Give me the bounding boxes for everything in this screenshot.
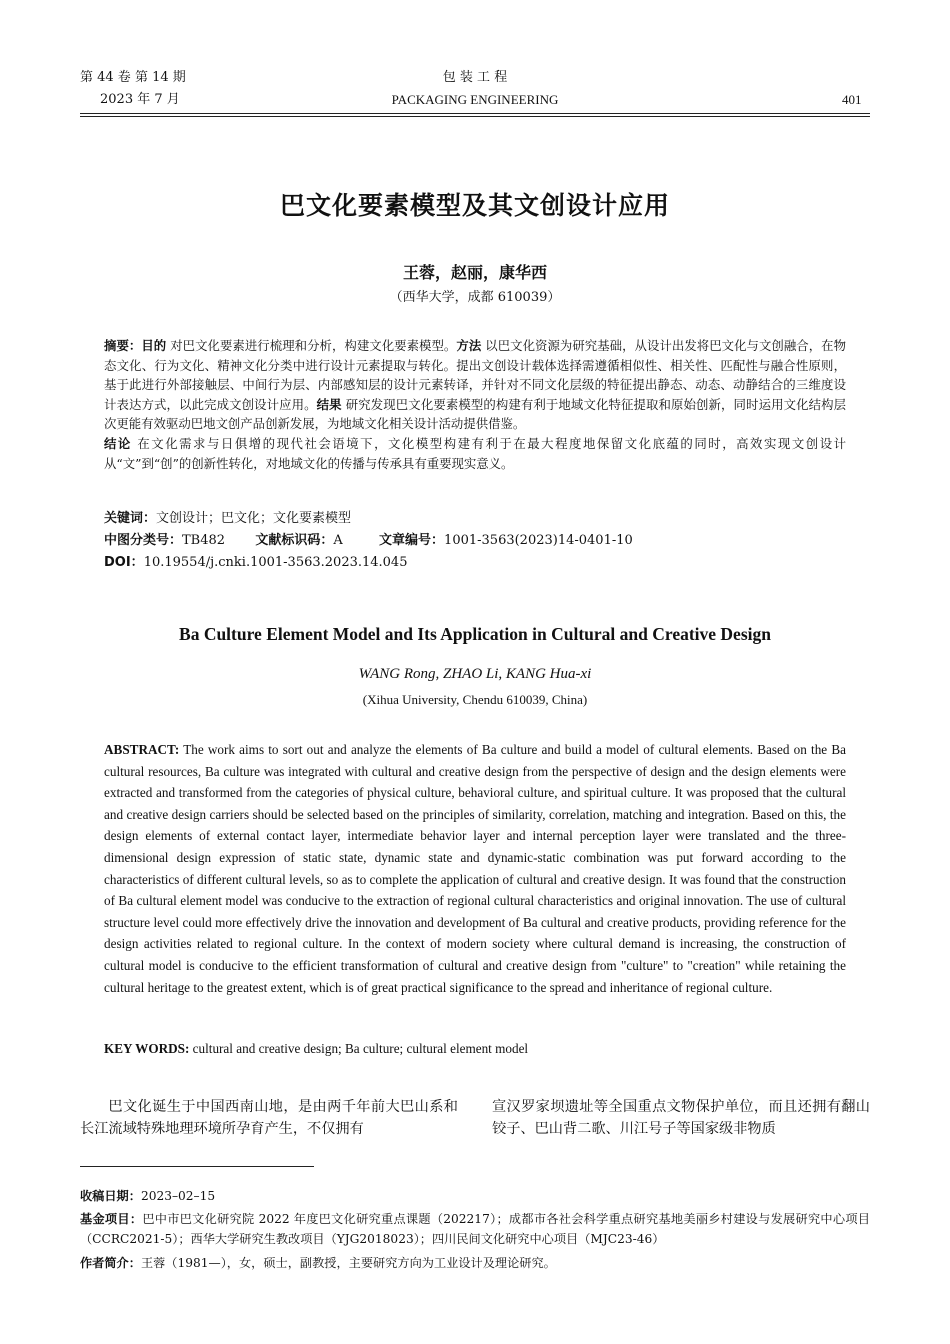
doc-code-value: A: [333, 533, 343, 548]
fund-label: 基金项目：: [80, 1212, 143, 1226]
header-journal-en: PACKAGING ENGINEERING: [391, 92, 559, 107]
footnote-fund: [80, 1209, 870, 1249]
body-column-right: 宣汉罗家坝遗址等全国重点文物保护单位，而且还拥有翻山铰子、巴山背二歌、川江号子等国家级非物质: [492, 1099, 870, 1137]
author-bio-label: 作者简介：: [80, 1256, 141, 1270]
purpose-text: 对巴文化要素进行梳理和分析，构建文化要素模型。: [170, 338, 457, 353]
title-en: Ba Culture Element Model and Its Application in Cultural and Creative Design: [179, 624, 771, 644]
affiliation-en: (Xihua University, Chendu 610039, China): [362, 692, 588, 707]
header-rule-2: [80, 116, 870, 117]
author-bio-value: 王蓉（1981—），女，硕士，副教授，主要研究方向为工业设计及理论研究。: [140, 1256, 556, 1270]
abstract-en-label: ABSTRACT:: [104, 742, 180, 757]
affiliation-cn: （西华大学，成都 610039）: [389, 290, 561, 305]
article-no-label: 文章编号：: [379, 533, 445, 548]
conclusion-text: 在文化需求与日俱增的现代社会语境下，文化模型构建有利于在最大程度地保留文化底蕴的同时，高效实现文创设计从“文”到“创”的创新性转化，对地域文化的传播与传承具有重要现实意义。: [104, 435, 847, 471]
footnote-rule: [80, 1166, 314, 1167]
abstract-cn-label: 摘要：: [104, 338, 142, 353]
clc-label: 中图分类号：: [104, 533, 183, 548]
doi-label: DOI：: [104, 555, 144, 570]
result-label: 结果: [316, 396, 342, 412]
abstract-cn: [104, 336, 846, 473]
fund-value: 巴中市巴文化研究院 2022 年度巴文化研究重点课题（202217）；成都市各社会科学重点研究基地美丽乡村建设与发展研究中心项目（CCRC2021-5）；西华大学研究生教改项目（YJG2018023）；四川民间文化研究中心项目（MJC23-46）: [80, 1212, 870, 1246]
header-journal-cn: 包 装 工 程: [442, 70, 508, 85]
body-column-left: 巴文化诞生于中国西南山地，是由两千年前大巴山系和长江流域特殊地理环境所孕育产生，不仅拥有: [80, 1099, 458, 1137]
article-no-value: 1001-3563(2023)14-0401-10: [444, 533, 633, 548]
keywords-cn-text: 文创设计；巴文化；文化要素模型: [156, 511, 352, 526]
doc-code-label: 文献标识码：: [255, 533, 334, 548]
abstract-en: [104, 739, 846, 998]
clc-value: TB482: [182, 533, 226, 548]
keywords-en-text: cultural and creative design; Ba culture; cultural element model: [192, 1041, 529, 1056]
footnote-received: [80, 1186, 870, 1206]
received-value: 2023–02–15: [140, 1189, 216, 1203]
page-title: 巴文化要素模型及其文创设计应用: [279, 191, 670, 220]
footnote-author: [80, 1253, 870, 1273]
conclusion-label: 结论: [104, 435, 132, 451]
doi-line: [104, 554, 407, 572]
header-date: 2023 年 7 月: [100, 92, 180, 107]
header-volume-issue: 第 44 卷 第 14 期: [80, 70, 186, 85]
received-label: 收稿日期：: [80, 1189, 141, 1203]
result-text: 研究发现巴文化要素模型的构建有利于地域文化特征提取和原始创新，同时运用文化结构层次更能有效驱动巴地文创产品创新发展，为地域文化相关设计活动提供借鉴。: [104, 396, 847, 432]
method-label: 方法: [456, 338, 482, 353]
keywords-en: [104, 1040, 846, 1058]
keywords-cn: [104, 510, 351, 528]
authors-en: WANG Rong, ZHAO Li, KANG Hua-xi: [358, 666, 592, 682]
doi-value[interactable]: 10.19554/j.cnki.1001-3563.2023.14.045: [143, 555, 408, 570]
classification-line: [104, 532, 633, 550]
keywords-en-label: KEY WORDS:: [104, 1041, 190, 1056]
method-text: 以巴文化资源为研究基础，从设计出发将巴文化与文创融合，在物态文化、行为文化、精神文化分类中进行设计元素提取与转化。提出文创设计载体选择需遵循相似性、相关性、匹配性与融合性原则，基于此进行外部接触层、中间行为层、内部感知层的设计元素转译，并针对不同文化层级的特征提出静态、动态、动静结合的三维度设计表达方式，以此完成文创设计应用。: [104, 338, 847, 412]
header-rule: [80, 113, 870, 114]
authors-cn: 王蓉，赵丽，康华西: [402, 263, 547, 282]
abstract-en-text: The work aims to sort out and analyze the elements of Ba culture and build a model of cultural elements. Based on the Ba cultural resources, Ba culture was integrated with cultural and creative design from the perspective of design and the design elements were extracted and transformed from the categories of physical culture, behavioral culture, and spiritual culture. It was proposed that the cultural and creative design carriers should be selected based on the principles of similarity, correlation, matching and integration. Based on this, the design elements of external contact layer, intermediate behavior layer and internal perception layer were translated and the three-dimensional design expression of static state, dynamic state and dynamic-static combination was put forward according to the characteristics of different cultural levels, so as to complete the application of cultural and creative design. It was found that the construction of Ba cultural element model was conducive to the extraction of regional cultural characteristics and original innovation. The use of cultural structure level could more effectively drive the innovation and development of Ba cultural and creative products, providing reference for the design activities related to regional culture. In the context of modern society where cultural demand is increasing, the construction of cultural model is conducive to the efficient transformation of cultural and creative design from "culture" to "creation" while retaining the cultural heritage to the greatest extent, which is of great practical significance to the spread and inheritance of regional culture.: [104, 742, 846, 995]
header-page-number: 401: [842, 92, 862, 107]
keywords-cn-label: 关键词：: [104, 511, 157, 526]
purpose-label: 目的: [141, 338, 167, 353]
